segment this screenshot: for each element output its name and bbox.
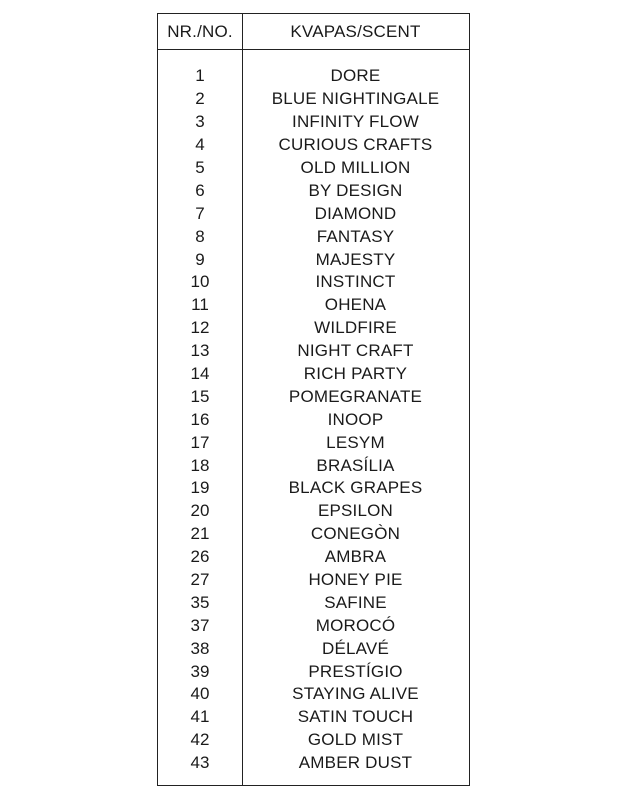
row-scent: DIAMOND (314, 203, 397, 223)
row-scent: CONEGÒN (310, 524, 401, 544)
table-row (158, 454, 469, 477)
row-number: 42 (190, 730, 210, 750)
row-number: 9 (195, 249, 205, 269)
row-number: 11 (191, 295, 209, 315)
row-scent: POMEGRANATE (288, 386, 423, 406)
row-scent: FANTASY (316, 226, 395, 246)
row-scent: BY DESIGN (308, 180, 403, 200)
row-number: 10 (190, 272, 210, 292)
header-number: NR./NO. (167, 21, 233, 41)
table-row (158, 477, 469, 500)
row-number: 21 (190, 524, 210, 544)
row-scent: SATIN TOUCH (297, 707, 414, 727)
row-scent: LESYM (326, 432, 385, 452)
table-row (158, 637, 469, 660)
table-row (158, 134, 469, 157)
row-scent: OHENA (324, 295, 387, 315)
row-number: 3 (195, 112, 205, 132)
row-scent: BLACK GRAPES (288, 478, 423, 498)
row-scent: SAFINE (324, 592, 387, 612)
table-row (158, 614, 469, 637)
table-row (158, 248, 469, 271)
row-scent: CURIOUS CRAFTS (278, 135, 433, 155)
row-number: 27 (190, 570, 210, 590)
row-scent: INOOP (327, 409, 384, 429)
row-number: 14 (190, 364, 210, 384)
row-scent: EPSILON (317, 501, 394, 521)
row-number: 35 (190, 592, 210, 612)
table-row (158, 683, 469, 706)
table-row (158, 408, 469, 431)
table-row (158, 157, 469, 180)
row-number: 16 (190, 409, 210, 429)
row-scent: BLUE NIGHTINGALE (271, 89, 440, 109)
row-scent: MOROCÓ (315, 615, 396, 635)
table-row (158, 179, 469, 202)
table-row (158, 271, 469, 294)
row-number: 6 (195, 180, 205, 200)
row-number: 17 (190, 432, 210, 452)
row-number: 1 (195, 66, 205, 86)
table-row (158, 569, 469, 592)
table-row (158, 752, 469, 775)
row-number: 12 (190, 318, 210, 338)
header-scent: KVAPAS/SCENT (290, 21, 421, 41)
row-scent: BRASÍLIA (316, 455, 395, 475)
table-row (158, 523, 469, 546)
row-number: 20 (190, 501, 210, 521)
table-row (158, 500, 469, 523)
table-row (158, 225, 469, 248)
row-number: 19 (190, 478, 210, 498)
row-number: 18 (190, 455, 210, 475)
row-scent: AMBRA (324, 547, 387, 567)
row-scent: HONEY PIE (308, 570, 403, 590)
row-scent: PRESTÍGIO (308, 661, 403, 681)
row-scent: MAJESTY (315, 249, 396, 269)
row-number: 26 (190, 547, 210, 567)
row-scent: WILDFIRE (314, 318, 397, 338)
table-row (158, 294, 469, 317)
row-number: 2 (195, 89, 205, 109)
row-scent: GOLD MIST (307, 730, 404, 750)
table-header (158, 14, 469, 50)
scent-table (157, 13, 470, 786)
table-body (158, 65, 469, 775)
table-row (158, 340, 469, 363)
row-number: 38 (190, 638, 210, 658)
row-scent: INFINITY FLOW (292, 112, 419, 132)
table-row (158, 431, 469, 454)
row-number: 41 (190, 707, 210, 727)
row-scent: NIGHT CRAFT (297, 341, 414, 361)
table-row (158, 591, 469, 614)
table-row (158, 363, 469, 386)
table-row (158, 65, 469, 88)
table-row (158, 729, 469, 752)
table-row (158, 111, 469, 134)
row-number: 7 (195, 203, 205, 223)
row-number: 15 (190, 386, 210, 406)
row-number: 8 (195, 226, 205, 246)
table-row (158, 385, 469, 408)
row-scent: OLD MILLION (300, 158, 411, 177)
table-row (158, 660, 469, 683)
row-scent: STAYING ALIVE (292, 684, 419, 704)
row-scent: DÉLAVÉ (321, 638, 390, 658)
row-number: 43 (190, 753, 210, 773)
table-row (158, 88, 469, 111)
row-number: 37 (190, 615, 210, 635)
row-scent: INSTINCT (315, 272, 396, 292)
table-row (158, 706, 469, 729)
table-row (158, 202, 469, 225)
row-number: 4 (195, 135, 205, 155)
row-scent: AMBER DUST (298, 753, 413, 773)
table-row (158, 317, 469, 340)
row-number: 13 (190, 341, 210, 361)
row-number: 5 (195, 158, 205, 177)
table-row (158, 546, 469, 569)
row-number: 40 (190, 684, 210, 704)
row-number: 39 (190, 661, 210, 681)
row-scent: RICH PARTY (303, 364, 408, 384)
row-scent: DORE (330, 66, 381, 86)
